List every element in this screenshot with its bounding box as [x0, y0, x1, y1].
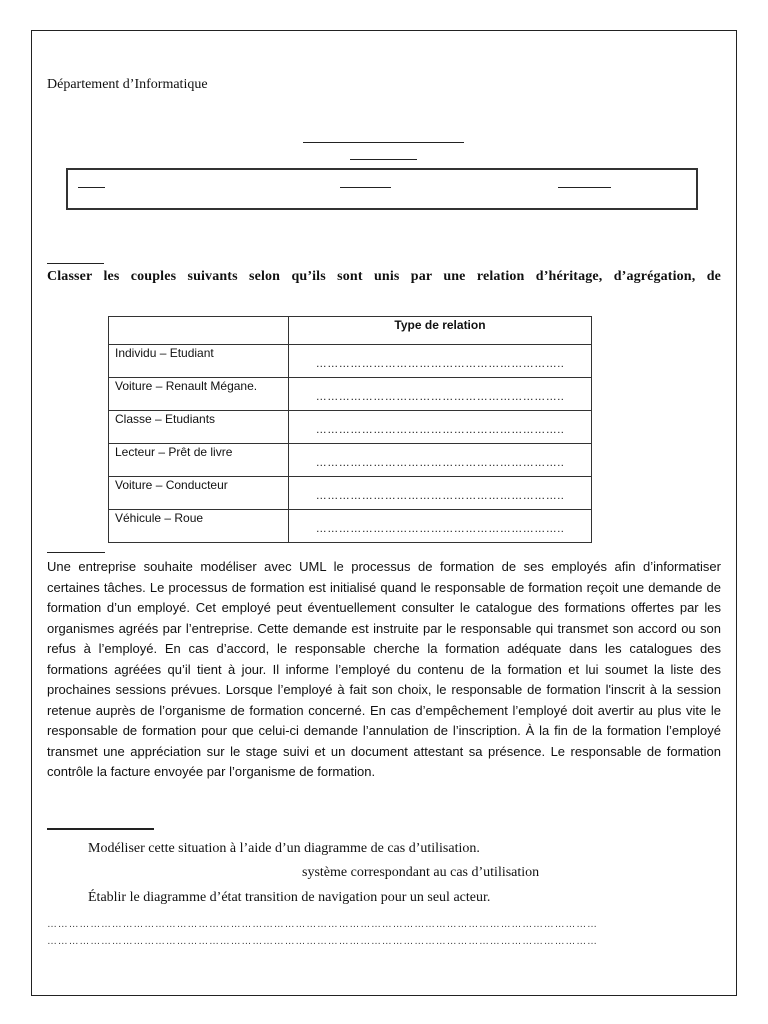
relation-table: [108, 316, 592, 543]
table-row: [109, 477, 592, 510]
answer-line[interactable]: ………………………………………………………………………………………………………………………………………: [47, 919, 598, 930]
info-field-line: [78, 187, 105, 188]
table-row: [109, 444, 592, 477]
answer-cell[interactable]: ………………………………………………………..: [289, 411, 592, 444]
table-row: [109, 345, 592, 378]
answer-cell[interactable]: ………………………………………………………..: [289, 477, 592, 510]
info-field-line: [558, 187, 611, 188]
pair-cell: Lecteur – Prêt de livre: [109, 444, 289, 477]
answer-cell[interactable]: ………………………………………………………..: [289, 510, 592, 543]
exercise-1-instruction: Classer les couples suivants selon qu’ils sont unis par une relation d’héritage, d’agrégation, de: [47, 269, 721, 284]
pair-cell: Voiture – Renault Mégane.: [109, 378, 289, 411]
department-name: Département d’Informatique: [47, 77, 208, 92]
question-2: système correspondant au cas d’utilisation: [302, 865, 540, 880]
pair-cell: Véhicule – Roue: [109, 510, 289, 543]
table-row: [109, 411, 592, 444]
exercise-2-paragraph: Une entreprise souhaite modéliser avec UML le processus de formation de ses employés afin d’informatiser certaines tâches. Le processus de formation est initialisé quand le responsable de formation reçoit une demande de formation d’un employé. Cet employé peut éventuellement consulter le catalogue des formations offertes par les organismes agréés par l’entreprise. Cette demande est instruite par le responsable qui transmet son accord ou son refus à l’employé. En cas d’accord, le responsable cherche la formation adéquate dans les catalogues des formations agréées qu’il tient à jour. Il informe l’employé du contenu de la formation et lui soumet la liste des prochaines sessions prévues. Lorsque l’employé à fait son choix, le responsable de formation l'inscrit à la session retenue auprès de l’organisme de formation concerné. En cas d’empêchement l’employé doit avertir au plus vite le responsable de formation pour que celui-ci demande l’annulation de l’inscription. À la fin de la formation l’employé transmet une appréciation sur le stage suivi et un document attestant sa présence. Le responsable de formation contrôle la facture envoyée par l’organisme de formation.: [47, 559, 721, 779]
table-row: [109, 378, 592, 411]
answer-cell[interactable]: ………………………………………………………..: [289, 378, 592, 411]
answer-cell[interactable]: ………………………………………………………..: [289, 444, 592, 477]
question-3: Établir le diagramme d’état transition de navigation pour un seul acteur.: [88, 890, 491, 905]
questions-heading-line: [47, 828, 154, 830]
subtitle-line: [350, 159, 417, 160]
table-header-type: Type de relation: [289, 317, 592, 345]
info-field-line: [340, 187, 391, 188]
pair-cell: Voiture – Conducteur: [109, 477, 289, 510]
answer-line[interactable]: ………………………………………………………………………………………………………………………………………: [47, 936, 598, 947]
info-box: [66, 168, 698, 210]
table-header-row: [109, 317, 592, 345]
pair-cell: Individu – Etudiant: [109, 345, 289, 378]
exercise-2-heading-line: [47, 552, 105, 553]
answer-cell[interactable]: ………………………………………………………..: [289, 345, 592, 378]
question-1: Modéliser cette situation à l’aide d’un diagramme de cas d’utilisation.: [88, 841, 480, 856]
table-row: [109, 510, 592, 543]
exercise-1-heading-line: [47, 263, 104, 264]
table-header-empty: [109, 317, 289, 345]
pair-cell: Classe – Etudiants: [109, 411, 289, 444]
title-line: [303, 142, 464, 143]
